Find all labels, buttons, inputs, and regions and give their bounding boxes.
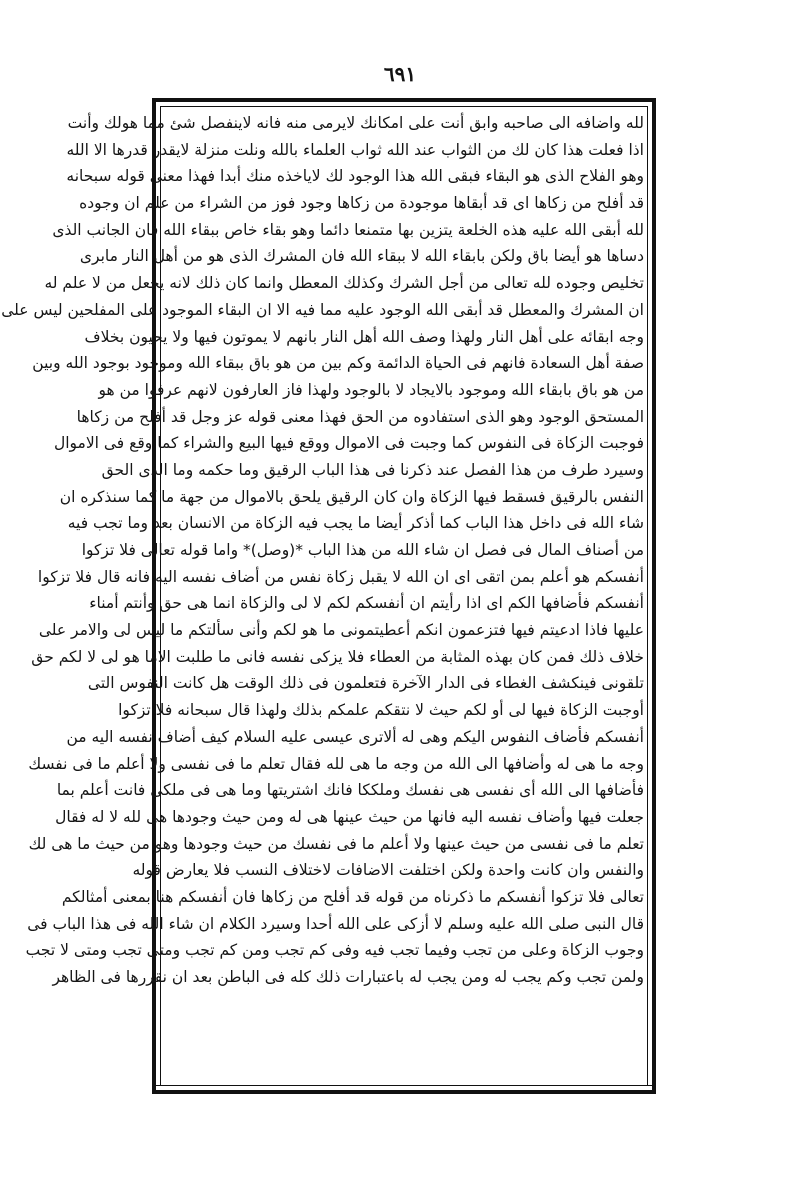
text-body [1,110,644,1078]
text-line: المستحق الوجود وهو الذى استفادوه من الحق فهذا معنى قوله عز وجل قد أفلح من زكاها [76,407,644,426]
text-line: أنفسكم فأضافها الكم اى اذا رأيتم ان أنفسكم لكم لا لى والزكاة انما هى حق وأنتم أمناء [89,594,644,613]
text-line: عليها فاذا ادعيتم فيها فتزعمون انكم أعطيتمونى ما هو لكم وأنى سألتكم ما ليس لى والامر على [38,621,644,640]
text-line: جعلت فيها وأضاف نفسه اليه فانها من حيث عينها هى له ومن حيث وجودها هى لله لا له فقال [55,807,644,826]
text-line: ان المشرك والمعطل قد أبقى الله الوجود عليه مما فيه الا ان البقاء الموجود على المفلحين ليس على [1,300,644,319]
text-line: من أصناف المال فى فصل ان شاء الله من هذا الباب *(وصل)* واما قوله تعالى فلا تزكوا [81,541,644,559]
text-line: وجوب الزكاة وعلى من تجب وفيما تجب فيه وفى كم تجب ومن كم تجب ومتى تجب ومتى لا تجب [25,941,644,960]
text-line: قال النبى صلى الله عليه وسلم لا أزكى على الله أحدا وسيرد الكلام ان شاء الله فى هذا الباب فى [27,914,644,933]
text-line: أنفسكم فأضاف النفوس اليكم وهى له ألاترى عيسى عليه السلام كيف أضاف نفسه اليه من [66,727,644,746]
text-line: من هو باق بابقاء الله وموجود بالايجاد لا بالوجود ولهذا فاز العارفون لانهم عرفوا من هو [98,380,644,399]
text-line: تلقونى فينكشف الغطاء فى الدار الآخرة فتعلمون فى ذلك الوقت هل كانت النفوس التى [87,674,644,693]
text-line: قد أفلح من زكاها اى قد أبقاها موجودة من زكاها وجود فوز من الشراء من علم ان وجوده [79,194,644,213]
text-line: تعالى فلا تزكوا أنفسكم ما ذكرناه من قوله قد أفلح من زكاها فان أنفسكم هنا بمعنى أمثالكم [61,887,644,906]
text-line: وسيرد طرف من هذا الفصل عند ذكرنا فى هذا الباب الرقيق وما حكمه وما الذى الحق [101,460,644,479]
text-line: وجه ما هى له وأضافها الى الله من وجه ما هى لله فقال تعلم ما فى نفسى ولا أعلم ما فى نفسك [28,754,644,773]
text-line [164,991,644,1018]
text-line: أوجبت الزكاة فيها لى أو لكم حيث لا نتقكم علمكم بذلك ولهذا قال سبحانه فلا تزكوا [118,701,644,720]
text-line [164,1017,644,1044]
page-number: ٦٩١ [383,62,417,86]
text-line: صفة أهل السعادة فانهم فى الحياة الدائمة وكم بين من هو باق ببقاء الله وموجود بوجود الله وبين [32,354,644,373]
text-line: وجه ابقائه على أهل النار ولهذا وصف الله أهل النار بانهم لا يموتون فيها ولا يحيون بخلاف [84,327,644,346]
text-line: اذا فعلت هذا كان لك من الثواب عند الله ثواب العلماء بالله ونلت منزلة لايقدر قدرها الا الله [66,140,644,159]
bottom-rule [156,1085,652,1086]
text-line: ولمن تجب وكم يجب له ومن يجب له باعتبارات ذلك كله فى الباطن بعد ان نقررها فى الظاهر [52,968,644,986]
text-line: والنفس وان كانت واحدة ولكن اختلفت الاضافات لاختلاف النسب فلا يعارض قوله [132,861,644,880]
text-line: لله أبقى الله عليه هذه الخلعة يتزين بها متمنعا دائما وهو بقاء خاص ببقاء الله فان الجانب الذى [52,220,644,239]
text-line: دساها هو أيضا باق ولكن بابقاء الله لا ببقاء الله فان المشرك الذى هو من أهل النار مابرى [79,247,644,266]
text-line: شاء الله فى داخل هذا الباب كما أذكر أيضا ما يجب فيه الزكاة من الانسان بعد وما تجب فيه [67,514,644,533]
text-line: فأضافها الى الله أى نفسى هى نفسك وملككا فانك اشتريتها وما هى فى ملكى فانت أعلم بما [56,781,644,800]
text-line: فوجبت الزكاة فى النفوس كما وجبت فى الاموال ووقع فيها البيع والشراء كما وقع فى الاموال [53,434,644,453]
text-line: تعلم ما فى نفسى من حيث عينها ولا أعلم ما فى نفسك من حيث وجودها وهو من حيث ما هى لك [28,834,644,853]
text-line: وهو الفلاح الذى هو البقاء فبقى الله هذا الوجود لك لاياخذه منك أبدا فهذا معنى قوله سبحانه [66,167,644,186]
text-line: خلاف ذلك فمن كان بهذه المثابة من العطاء فلا يزكى نفسه فانى ما طلبت الاما هو لى لا لكم حق [31,647,644,666]
text-line: لله واضافه الى صاحبه وابق أنت على امكانك لايرمى منه فانه لاينفصل شئ مما هولك وأنت [67,114,644,132]
text-line: أنفسكم هو أعلم بمن اتقى اى ان الله لا يقبل زكاة نفس من أضاف نفسه اليه فانه قال فلا تزكوا [37,567,644,586]
text-line: تخليص وجوده لله تعالى من أجل الشرك وكذلك المعطل وانما كان ذلك لانه يجعل من لا علم له [44,274,644,293]
text-frame [1,98,656,1094]
text-line: النفس بالرقيق فسقط فيها الزكاة وان كان الرقيق يلحق بالاموال من جهة ما كما سنذكره ان [59,487,644,506]
